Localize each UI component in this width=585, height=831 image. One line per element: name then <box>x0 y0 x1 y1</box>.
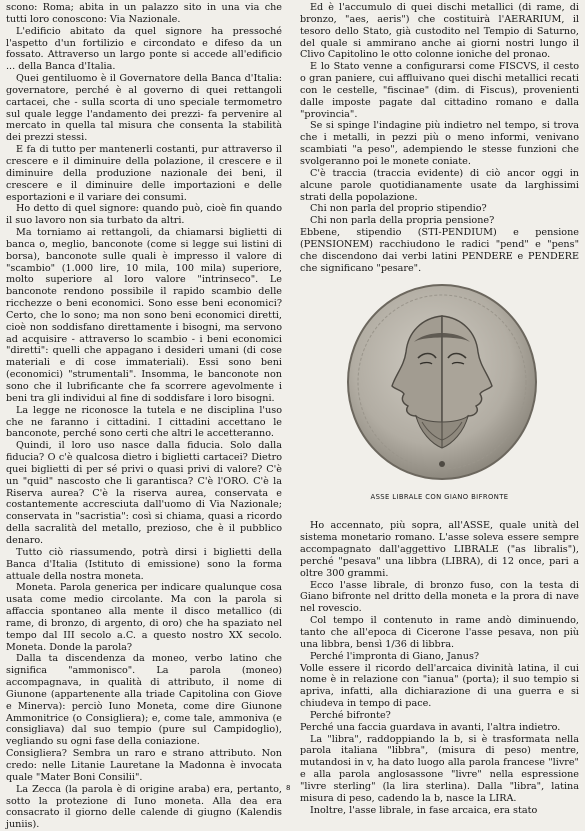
paragraph: La Zecca (la parola è di origine araba) era, pertanto, sotto la protezione di Iuno moneta. Alla dea era consacrato il giorno delle calende di giugno (Kalendis juniis). <box>6 783 282 831</box>
paragraph: L'edificio abitato da quel signore ha pressoché l'aspetto d'un fortilizio e circondato e difeso da un fossato. Attraverso un largo ponte si accede all'edificio ... della Banca d'Italia. <box>6 25 282 73</box>
paragraph: La legge ne riconosce la tutela e ne disciplina l'uso che ne faranno i cittadini. I cittadini accettano le banconote, perché sono certi che altri le accetteranno. <box>6 404 282 440</box>
paragraph: Ebbene, stipendio (STI-PENDIUM) e pensione (PENSIONEM) racchiudono le radici "pend" e "pens" che discendono dai verbi latini PENDERE e PENDERE che significano "pesare". <box>300 227 579 274</box>
paragraph: Col tempo il contenuto in rame andò diminuendo, tanto che all'epoca di Cicerone l'asse pesava, non più una libbra, bensì 1/36 di libbra. <box>300 615 579 650</box>
paragraph: Perché bifronte? <box>310 709 391 721</box>
paragraph: E fa di tutto per mantenerli costanti, pur attraverso il crescere e il diminuire della polazione, il crescere e il diminuire della produzione nazionale dei beni, il crescere e il diminuire delle importazioni e delle esportazioni e il variare dei consumi. <box>6 144 282 203</box>
paragraph: scono: Roma; abita in un palazzo sito in una via che tutti loro conoscono: Via Nazionale. <box>6 2 282 25</box>
paragraph: Ed è l'accumulo di quei dischi metallici (di rame, di bronzo, "aes, aeris") che costituirà l'AERARIUM, il tesoro dello Stato, già custodito nel Tempio di Saturno, del quale si ammirano anche ai giorni nostri lungo il Clivo Capitolino le otto colonne ioniche del pronao. <box>300 2 579 61</box>
paragraph: La "libra", raddoppiando la b, si è trasformata nella parola italiana "libbra", (misura di peso) mentre, mutandosi in v, ha dato luogo alla parola francese "livre" e alla parola anglosassone "livre" nella espressione "livre sterling" (la lira sterlina). Dalla "libra", latina misura di peso, cadendo la b, nasce la LIRA. <box>300 733 579 804</box>
paragraph: Ecco l'asse librale, di bronzo fuso, con la testa di Giano bifronte nel dritto della moneta e la prora di nave nel rovescio. <box>300 579 579 615</box>
paragraph: Tutto ciò riassumendo, potrà dirsi i biglietti della Banca d'Italia (Istituto di emissione) sono la forma attuale della nostra moneta. <box>6 546 282 582</box>
janus-coin-image <box>344 282 540 482</box>
paragraph: Inoltre, l'asse librale, in fase arcaica, era stato <box>310 804 538 816</box>
paragraph: Ho detto di quel signore: quando può, cioè fin quando il suo lavoro non sia turbato da altri. <box>6 203 282 227</box>
left-column <box>6 2 282 831</box>
paragraph: Volle essere il ricordo dell'arcaica divinità latina, il cui nome è in relazione con "ianua" (porta); il suo tempio si apriva, infatti, alla dichiarazione di una guerra e si chiudeva in tempo di pace. <box>300 662 579 710</box>
paragraph: Perché l'impronta di Giano, Janus? <box>310 650 480 662</box>
paragraph: Quindi, il loro uso nasce dalla fiducia. Solo dalla fiducia? O c'è qualcosa dietro i biglietti cartacei? Dietro quei biglietti di per sé privi o quasi privi di valore? C'è un "quid" nascosto che li garantisca? C'è l'ORO. C'è la Riserva aurea? C'è la riserva aurea, conservata e costantemente accresciuta dall'uomo di Via Nazionale; conservata in "sacristia": così si chiama, quasi a ricordo della sacralità del metallo, prezioso, che è il pubblico denaro. <box>6 440 282 546</box>
paragraph: Consigliera? Sembra un raro e strano attributo. Non credo: nelle Litanie Lauretane la Madonna è invocata quale "Mater Boni Consilii". <box>6 748 282 783</box>
paragraph: Chi non parla del proprio stipendio? <box>310 203 487 215</box>
figure-caption: ASSE LIBRALE CON GIANO BIFRONTE <box>370 493 509 502</box>
paragraph: Dalla ta discendenza da moneo, verbo latino che significa "ammonisco". La parola (moneo) accompagnava, in qualità di attributo, il nome di Giunone (appartenente alla triade Capitolina con Giove e Minerva): perciò Iuno Moneta, come dire Giunone Ammonitrice (o Consigliera); e, come tale, ammoniva (e consigliava) dal suo tempio (pure sul Campidoglio), vegliando su ogni fase della coniazione. <box>6 653 282 748</box>
coin-figure <box>300 280 579 516</box>
paragraph: Ma torniamo ai rettangoli, da chiamarsi biglietti di banca o, meglio, banconote (come si legge sui listini di borsa), banconote sulle quali è impresso il valore di "scambio" (1.000 lire, 10 mila, 100 mila) superiore, molto superiore al loro valore "intrinseco". Le banconote rendono possibile il rapido scambio delle ricchezze o beni economici. Sono esse beni economici? Certo, che lo sono; ma non sono beni economici diretti, cioè non soddisfano direttamente i bisogni, ma servono ad acquisire - attraverso lo scambio - i beni economici "diretti": quelli che appagano i desideri umani (di cose materiali e di cose immateriali). Essi sono beni (economici) "strumentali". Insomma, le banconote non sono che il lubrificante che fa scorrere agevolmente i beni tra gli individui al fine di soddisfare i loro bisogni. <box>6 227 282 404</box>
paragraph: Perché una faccia guardava in avanti, l'altra indietro. <box>300 721 561 733</box>
paragraph: Se si spinge l'indagine più indietro nel tempo, si trova che i metalli, in pezzi più o meno informi, venivano scambiati "a peso", adempiendo le stesse funzioni che svolgeranno poi le monete coniate. <box>300 120 579 167</box>
page-number: 8 <box>286 784 291 792</box>
right-column <box>300 2 579 817</box>
paragraph: E lo Stato venne a configurarsi come FISCVS, il cesto o gran paniere, cui affluivano quei dischi metallici recati con le cestelle, "fiscinae" (dim. di Fiscus), provenienti dalle imposte pagate dal cittadino romano e dalla "provincia". <box>300 61 579 120</box>
paragraph: Quei gentiluomo è il Governatore della Banca d'Italia: governatore, perché è al governo di quei rettangoli cartacei, che - sulla scorta di uno speciale termometro sul quale legge l'andamento dei prezzi- fa pervenire al mercato in quella tal misura che consenta la stabilità dei prezzi stessi. <box>6 73 282 144</box>
paragraph: C'è traccia (traccia evidente) di ciò ancor oggi in alcune parole quotidianamente usate da larghissimi strati della popolazione. <box>300 167 579 203</box>
paragraph: Chi non parla della propria pensione? <box>310 215 495 227</box>
paragraph: Moneta. Parola generica per indicare qualunque cosa usata come medio circolante. Ma con la parola si affaccia spontaneo alla mente il disco metallico (di rame, di bronzo, di argento, di oro) che ha spaziato nel tempo dal III secolo a.C. a questo nostro XX secolo. Moneta. Donde la parola? <box>6 582 282 653</box>
paragraph: Ho accennato, più sopra, all'ASSE, quale unità del sistema monetario romano. L'asse soleva essere sempre accompagnato dall'aggettivo LIBRALE ("as libralis"), perché "pesava" una libbra (LIBRA), di 12 once, pari a oltre 300 grammi. <box>300 520 579 579</box>
